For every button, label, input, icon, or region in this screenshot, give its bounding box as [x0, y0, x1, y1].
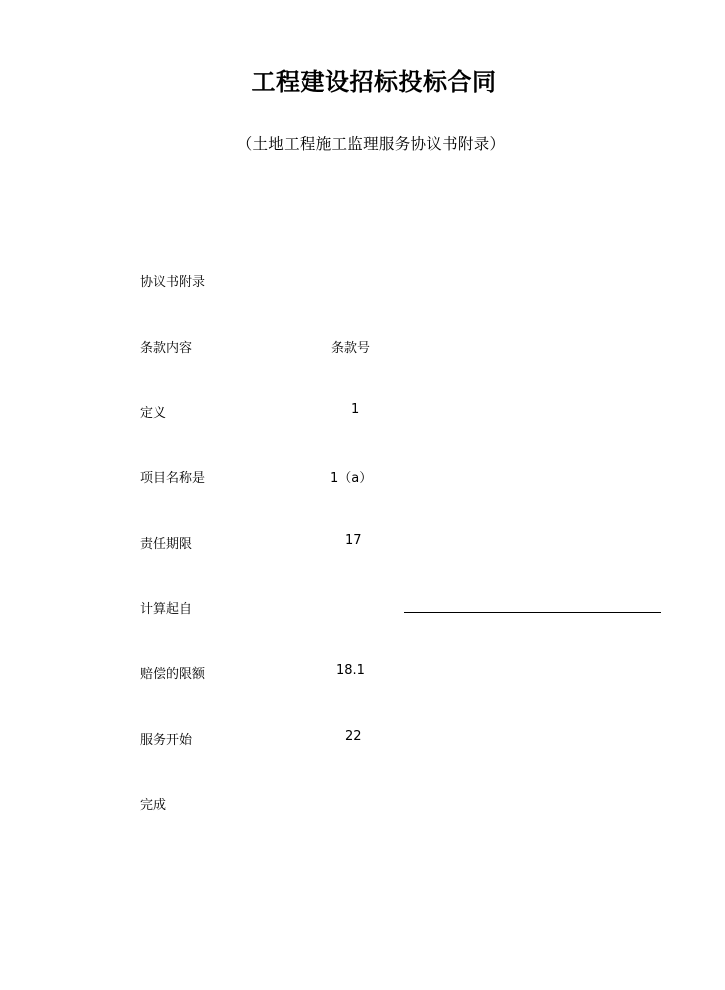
document-subtitle: （土地工程施工监理服务协议书附录）: [236, 135, 506, 153]
row-value-service-start: 22: [345, 729, 362, 744]
row-label-completion: 完成: [140, 798, 167, 813]
document-title: 工程建设招标投标合同: [251, 68, 497, 96]
table-header-label: 条款内容: [140, 341, 193, 356]
row-value-definition: 1: [351, 402, 360, 417]
row-value-project-name: 1（a）: [330, 471, 373, 486]
row-label-calculated-from: 计算起自: [140, 602, 193, 617]
row-value-compensation-limit: 18.1: [336, 663, 365, 678]
row-label-definition: 定义: [140, 406, 167, 421]
row-label-liability-period: 责任期限: [140, 537, 193, 552]
row-value-liability-period: 17: [345, 533, 362, 548]
row-label-service-start: 服务开始: [140, 733, 193, 748]
fill-in-blank-line: [404, 612, 661, 613]
row-label-project-name: 项目名称是: [140, 471, 206, 486]
table-header-value: 条款号: [331, 341, 371, 356]
section-heading: 协议书附录: [140, 275, 206, 290]
row-label-compensation-limit: 赔偿的限额: [140, 667, 206, 682]
